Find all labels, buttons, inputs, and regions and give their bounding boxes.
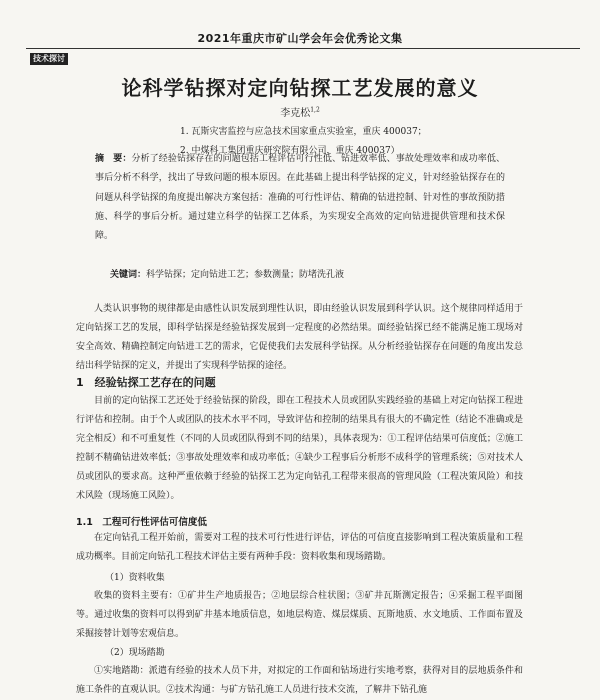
keywords-label: 关键词：	[110, 270, 147, 280]
paper-title: 论科学钻探对定向钻探工艺发展的意义	[121, 76, 479, 100]
abstract-label: 摘 要：	[95, 154, 132, 164]
running-head: 2021年重庆市矿山学会年会优秀论文集	[197, 32, 403, 45]
subsection-1-1-heading: 1.1 工程可行性评估可信度低	[76, 517, 207, 528]
section-1-paragraph: 目前的定向钻探工艺还处于经验钻探的阶段，即在工程技术人员或团队实践经验的基础上对定向钻探工程进行评估和控制。由于个人或团队的技术水平不同，导致评估和控制的结果具有很大的不确定性（结论不准确或是完全相反）和不可重复性（不同的人员或团队得到不同的结果），具体表现为：①工程评估结果可信度低；②施工控制不精确钻进效率低；③事故处理效率和成功率低；④缺少工程事后分析形不成科学的管理系统；⑤对技术人员或团队的要求高。这种严重依赖于经验的钻探工艺为定向钻孔工程带来很高的管理风险（工程决策风险）和技术风险（现场施工风险）。	[76, 396, 523, 501]
item-2-heading: （2）现场踏勘	[105, 648, 165, 658]
intro-paragraph: 人类认识事物的规律都是由感性认识发展到理性认识，即由经验认识发展到科学认识。这个规律同样适用于定向钻探工艺的发展，即科学钻探是经验钻探发展到一定程度的必然结果。面经验钻探已经不能满足施工现场对安全高效、精确控制定向钻进工艺的需求，它促使我们去发展科学钻探。从分析经验钻探存在问题的角度出发总结出科学钻探的定义，并提出了实现科学钻探的途径。	[76, 304, 523, 371]
section-1-heading: 1 经验钻探工艺存在的问题	[76, 376, 216, 389]
affiliation-1: 1. 瓦斯灾害监控与应急技术国家重点实验室，重庆 400037；	[180, 127, 427, 137]
subsection-1-1-paragraph: 在定向钻孔工程开始前，需要对工程的技术可行性进行评估，评估的可信度直接影响到工程决策质量和工程成功概率。目前定向钻孔工程技术评估主要有两种手段：资料收集和现场踏勘。	[76, 533, 523, 562]
affiliation-2: 2. 中煤科工集团重庆研究院有限公司，重庆 400037）	[180, 146, 400, 156]
author-line	[0, 104, 600, 119]
keywords-text: 科学钻探；定向钻进工艺；参数测量；防堵洗孔液	[146, 270, 345, 280]
column-badge: 技术探讨	[30, 53, 68, 65]
keywords	[110, 267, 510, 280]
abstract	[95, 150, 505, 246]
item-1-heading: （1）资料收集	[105, 573, 165, 583]
item-1-paragraph: 收集的资料主要有：①矿井生产地质报告；②地层综合柱状图；③矿井瓦斯测定报告；④采掘工程平面图等。通过收集的资料可以得到矿井基本地质信息，如地层构造、煤层煤质、瓦斯地质、水文地质、工作面布置及采掘接替计划等宏观信息。	[76, 591, 523, 639]
header-rule	[26, 48, 580, 49]
item-2-paragraph: ①实地踏勘：派遣有经验的技术人员下井，对拟定的工作面和钻场进行实地考察，获得对目的层地质条件和施工条件的直观认识。②技术沟通：与矿方钻孔施工人员进行技术交流，了解井下钻孔施	[76, 666, 523, 695]
author-name: 李克松	[280, 108, 311, 119]
abstract-text: 分析了经验钻探存在的问题包括工程评估可行性低、钻进效率低、事故处理效率和成功率低、事后分析不科学，找出了导致问题的根本原因。在此基础上提出科学钻探的定义，针对经验钻探存在的问题从科学钻探的角度提出解决方案包括：准确的可行性评估、精确的钻进控制、针对性的事故预防措施、科学的事后分析。通过建立科学的钻探工艺体系，为实现安全高效的定向钻进提供管理和技术保障。	[95, 154, 505, 242]
author-affil-mark: 1,2	[310, 106, 320, 114]
